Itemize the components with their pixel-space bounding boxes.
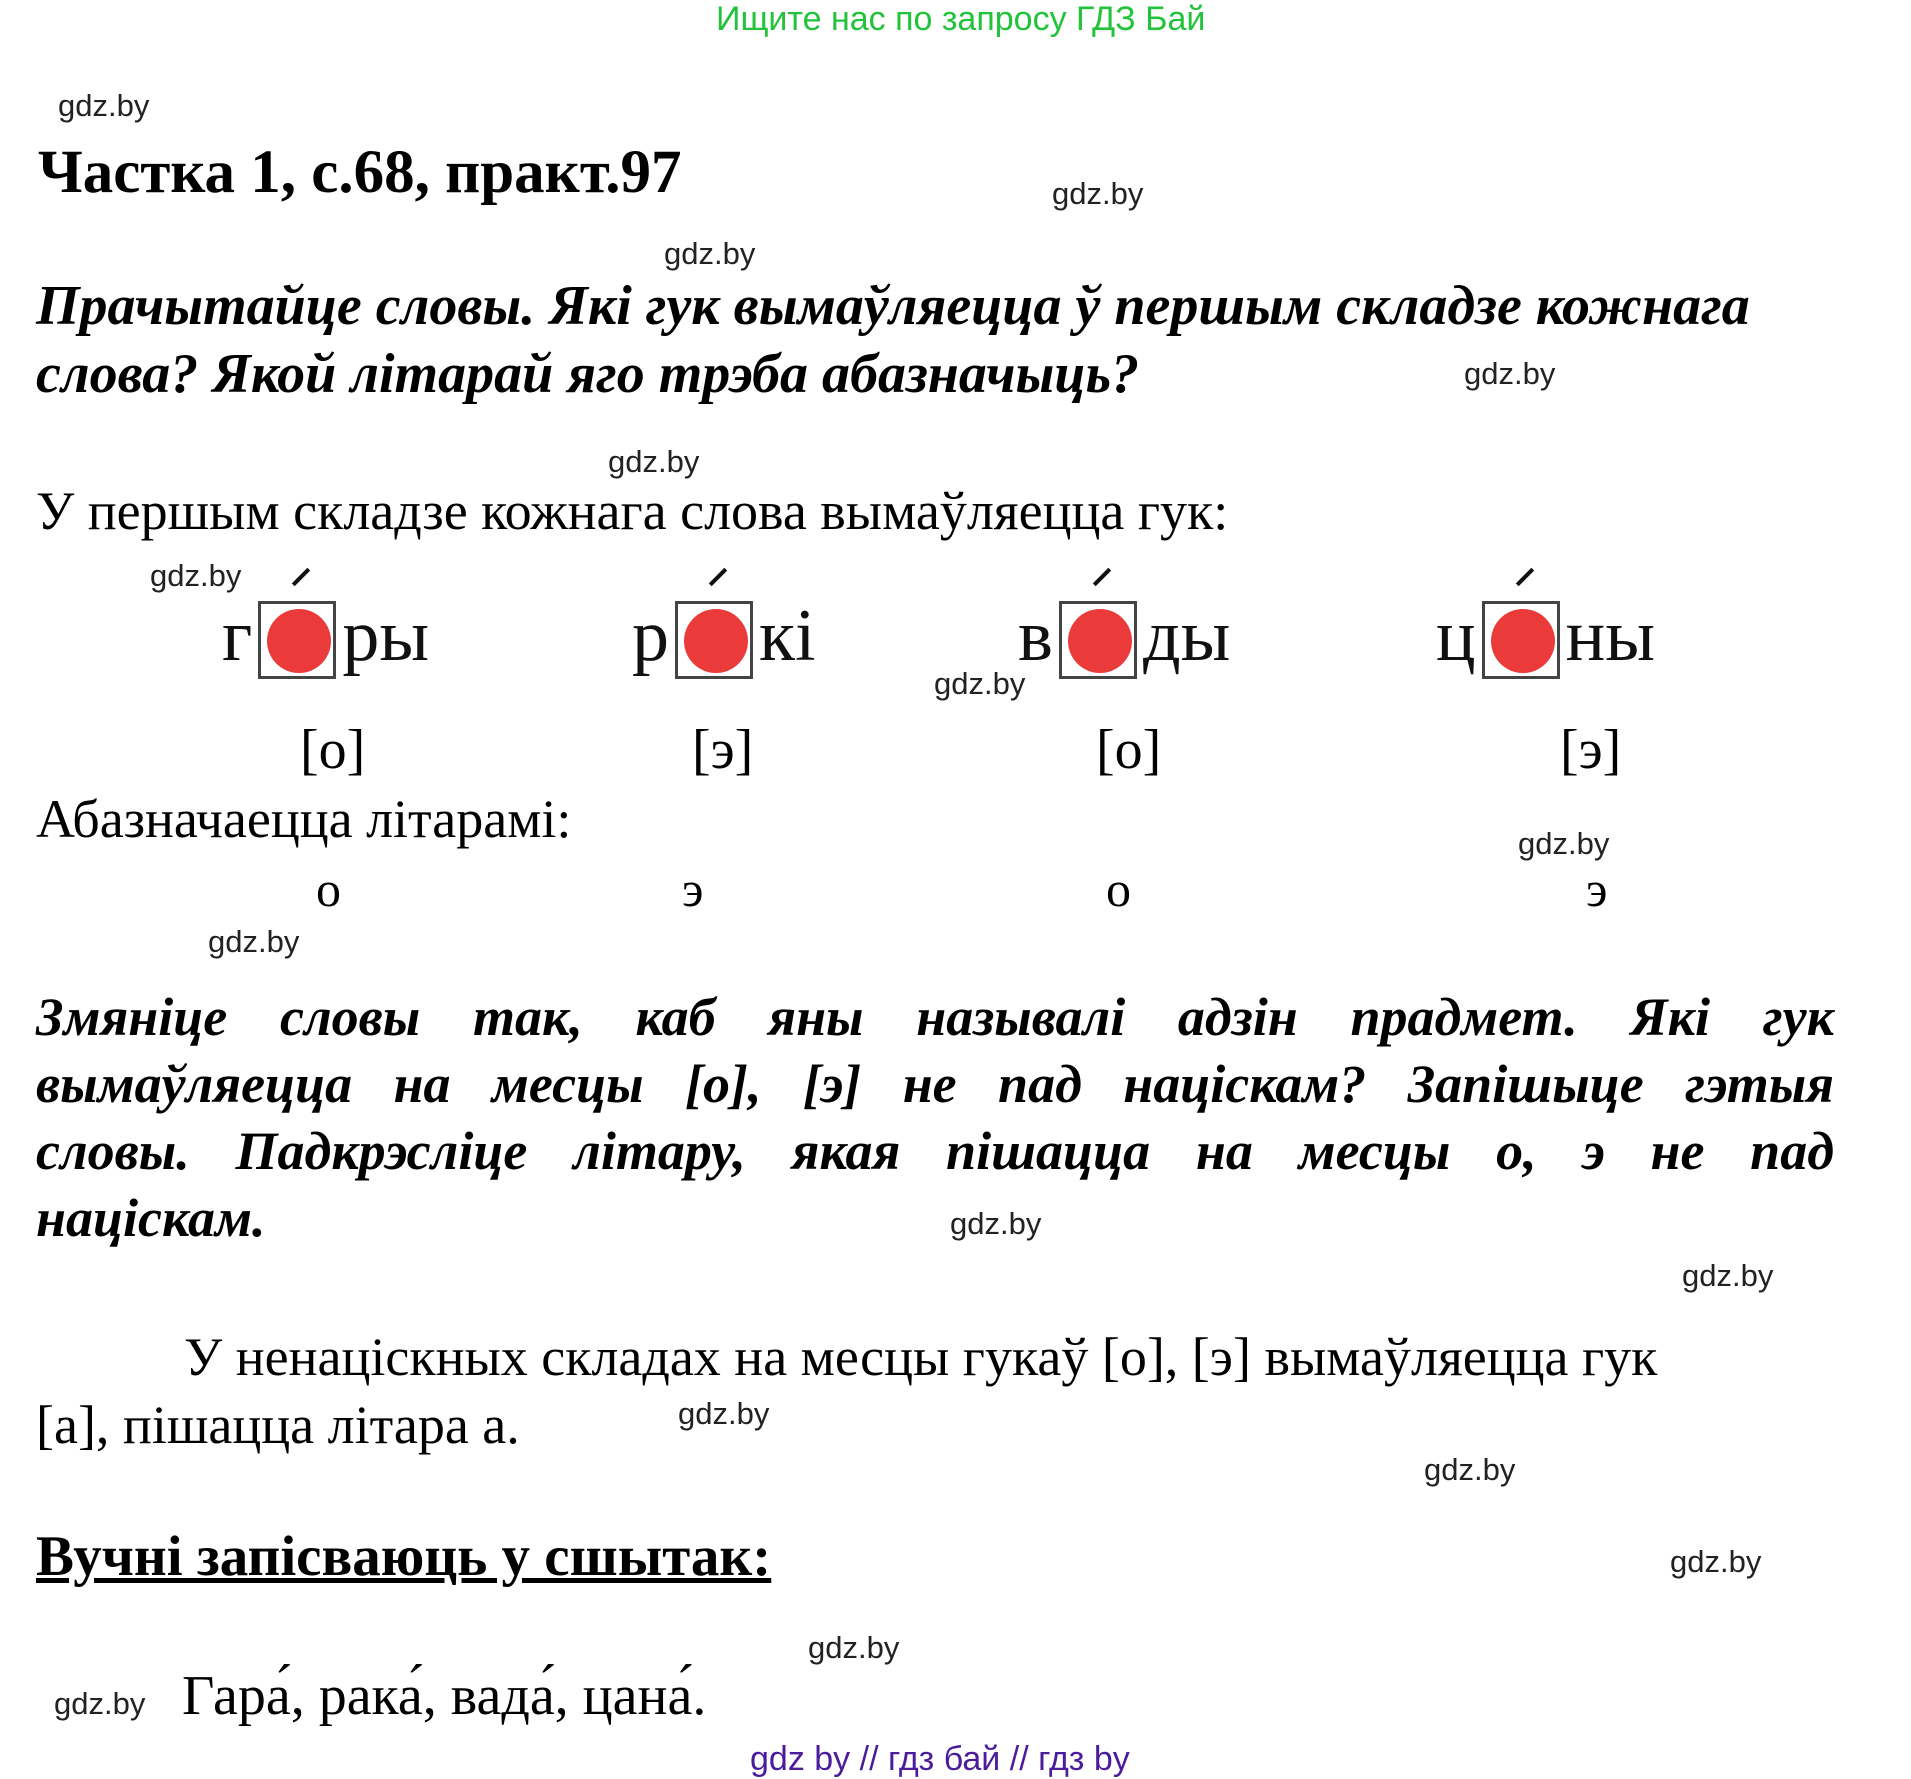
watermark: gdz.by: [58, 88, 150, 123]
watermark: gdz.by: [1670, 1544, 1762, 1579]
watermark: gdz.by: [150, 558, 242, 593]
watermark: gdz.by: [1682, 1258, 1774, 1293]
stress-mark-icon: [292, 568, 310, 586]
vowel-dot-icon: [684, 609, 748, 673]
word-prefix: в: [1018, 595, 1053, 677]
vowel-box: [675, 601, 753, 679]
vowel-dot-icon: [1068, 609, 1132, 673]
transcription: [э]: [1560, 719, 1622, 781]
task2-paragraph: [36, 984, 1834, 1252]
transcription: [о]: [1096, 719, 1162, 781]
answer1-intro: У першым складзе кожнага слова вымаўляецца гук:: [36, 481, 1229, 541]
stress-mark-icon: [1093, 568, 1111, 586]
word-suffix: ны: [1565, 595, 1655, 677]
transcription: [э]: [692, 719, 754, 781]
word-card: [1436, 594, 1655, 679]
answer2-line: У ненаціскных складах на месцы гукаў [о], [э] вымаўляецца гук: [184, 1327, 1658, 1387]
task2-line: вымаўляецца на месцы [о], [э] не пад націскам? Запішыце гэтыя: [36, 1054, 1834, 1114]
task2-line: словы. Падкрэсліце літару, якая пішацца на месцы о, э не пад: [36, 1121, 1834, 1181]
task1-line: Прачытайце словы. Які гук вымаўляецца ў першым складзе кожнага: [36, 275, 1750, 337]
transcription: [о]: [300, 719, 366, 781]
vowel-box: [1482, 601, 1560, 679]
watermark: gdz.by: [950, 1206, 1042, 1241]
footer-links[interactable]: gdz by // гдз бай // гдз by: [750, 1740, 1130, 1778]
final-words: Гара́, рака́, вада́, цана́.: [182, 1665, 707, 1727]
word-prefix: р: [632, 595, 669, 677]
watermark: gdz.by: [1464, 356, 1556, 391]
watermark: gdz.by: [664, 236, 756, 271]
task1-line: слова? Якой літарай яго трэба абазначыць?: [36, 343, 1140, 405]
letter: о: [316, 861, 341, 917]
watermark: gdz.by: [54, 1686, 146, 1721]
watermark: gdz.by: [1052, 176, 1144, 211]
watermark: gdz.by: [208, 924, 300, 959]
word-prefix: г: [222, 595, 253, 677]
word-suffix: ды: [1142, 595, 1231, 677]
letter: э: [682, 861, 704, 917]
stress-mark-icon: [1515, 568, 1533, 586]
word-card: [1018, 594, 1230, 679]
vowel-dot-icon: [267, 609, 331, 673]
word-suffix: кі: [759, 595, 816, 677]
watermark: gdz.by: [608, 444, 700, 479]
notebook-heading: Вучні запісваюць у сшытак:: [36, 1525, 772, 1588]
task2-line: націскам.: [36, 1188, 266, 1248]
vowel-box: [1059, 601, 1137, 679]
letter: о: [1106, 861, 1131, 917]
watermark: gdz.by: [808, 1630, 900, 1665]
word-card: [632, 594, 816, 679]
watermark: gdz.by: [934, 666, 1026, 701]
task2-line: Змяніце словы так, каб яны называлі адзін прадмет. Які гук: [36, 987, 1834, 1047]
vowel-box: [258, 601, 336, 679]
search-banner: Ищите нас по запросу ГДЗ Бай: [716, 0, 1206, 38]
watermark: gdz.by: [1518, 826, 1610, 861]
vowel-dot-icon: [1491, 609, 1555, 673]
letter: э: [1586, 861, 1608, 917]
word-suffix: ры: [342, 595, 430, 677]
watermark: gdz.by: [678, 1396, 770, 1431]
stress-mark-icon: [709, 568, 727, 586]
word-prefix: ц: [1436, 595, 1476, 677]
answer2-line: [а], пішацца літара а.: [36, 1395, 520, 1455]
word-card: [222, 594, 429, 679]
watermark: gdz.by: [1424, 1452, 1516, 1487]
letters-intro: Абазначаецца літарамі:: [36, 789, 572, 849]
page-title: Частка 1, с.68, практ.97: [38, 139, 682, 206]
